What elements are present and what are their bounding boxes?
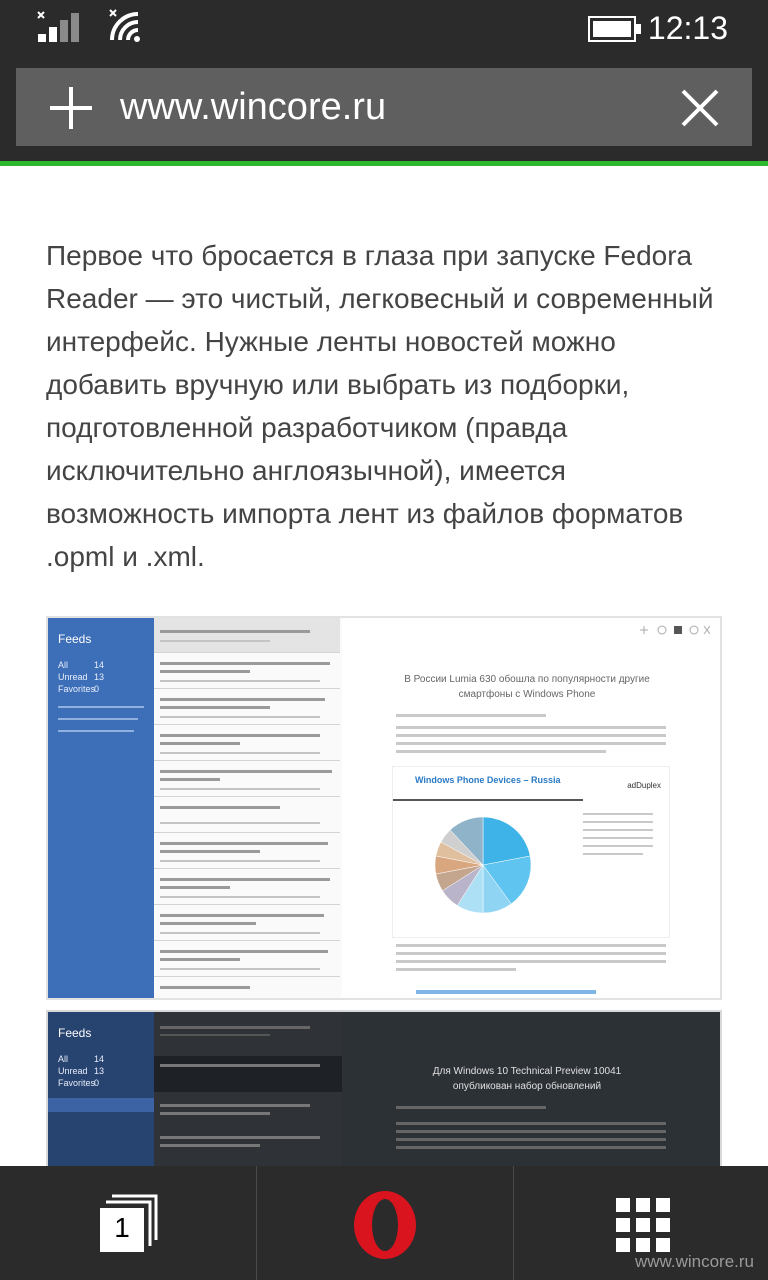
tabs-button[interactable]: [0, 1166, 255, 1280]
sidebar-item-all: All: [58, 1054, 69, 1064]
toolbar-icons: [640, 624, 710, 636]
chart-brand: adDuplex: [627, 781, 661, 790]
sidebar-item-unread: Unread: [58, 672, 88, 682]
sidebar-item-favorites: Favorites: [58, 1078, 96, 1088]
article-pane: [342, 1012, 720, 1166]
web-page-content[interactable]: [0, 166, 768, 1166]
sidebar-count: 13: [94, 672, 105, 682]
sidebar-count: 0: [94, 1078, 100, 1088]
grid-icon[interactable]: [616, 1198, 670, 1252]
article-title: В России Lumia 630 обошла по популярности другие смартфоны с Windows Phone: [404, 674, 650, 700]
article-paragraph: Первое что бросается в глаза при запуске Fedora Reader — это чистый, легковесный и современный интерфейс. Нужные ленты новостей можно добавить вручную или выбрать из подборки, подготовленной разработчиком (правда исключительно англоязычной), имеется возможность импорта лент из файлов форматов .opml и .xml.: [46, 240, 714, 572]
wifi-icon: [106, 8, 148, 44]
opera-menu-button[interactable]: [257, 1166, 512, 1280]
app-screenshot-dark: [46, 1010, 722, 1166]
article-list: [154, 1012, 343, 1166]
sidebar: [48, 618, 154, 998]
signal-icon: [36, 10, 88, 44]
sidebar-title: Feeds: [58, 1026, 92, 1040]
close-icon[interactable]: [680, 88, 720, 128]
pie-chart: [423, 803, 563, 933]
bottom-toolbar: [0, 1166, 768, 1280]
article-pane: [342, 618, 720, 998]
address-bar-area: [0, 60, 768, 164]
url-field[interactable]: www.wincore.ru: [120, 86, 387, 128]
app-screenshot-light: [46, 616, 722, 1000]
sidebar-count: 14: [94, 660, 105, 670]
sidebar-count: 14: [94, 1054, 105, 1064]
article-title: Для Windows 10 Technical Preview 10041 опубликован набор обновлений: [432, 1066, 622, 1092]
plus-icon[interactable]: [48, 85, 94, 131]
sidebar-title: Feeds: [58, 632, 92, 646]
sidebar: [48, 1012, 154, 1166]
sidebar-count: 13: [94, 1066, 105, 1076]
article-list: [154, 618, 343, 998]
opera-logo-icon[interactable]: [352, 1190, 418, 1260]
embedded-chart: [392, 766, 670, 938]
sidebar-item-unread: Unread: [58, 1066, 88, 1076]
sidebar-item-favorites: Favorites: [58, 684, 96, 694]
address-bar[interactable]: [16, 68, 752, 146]
clock: 12:13: [647, 10, 728, 46]
sidebar-count: 0: [94, 684, 100, 694]
sidebar-item-all: All: [58, 660, 69, 670]
watermark: www.wincore.ru: [634, 1252, 754, 1271]
chart-title: Windows Phone Devices – Russia: [415, 775, 561, 785]
status-bar: [0, 0, 768, 60]
tabs-count: 1: [114, 1212, 130, 1243]
battery-icon: [588, 16, 642, 42]
